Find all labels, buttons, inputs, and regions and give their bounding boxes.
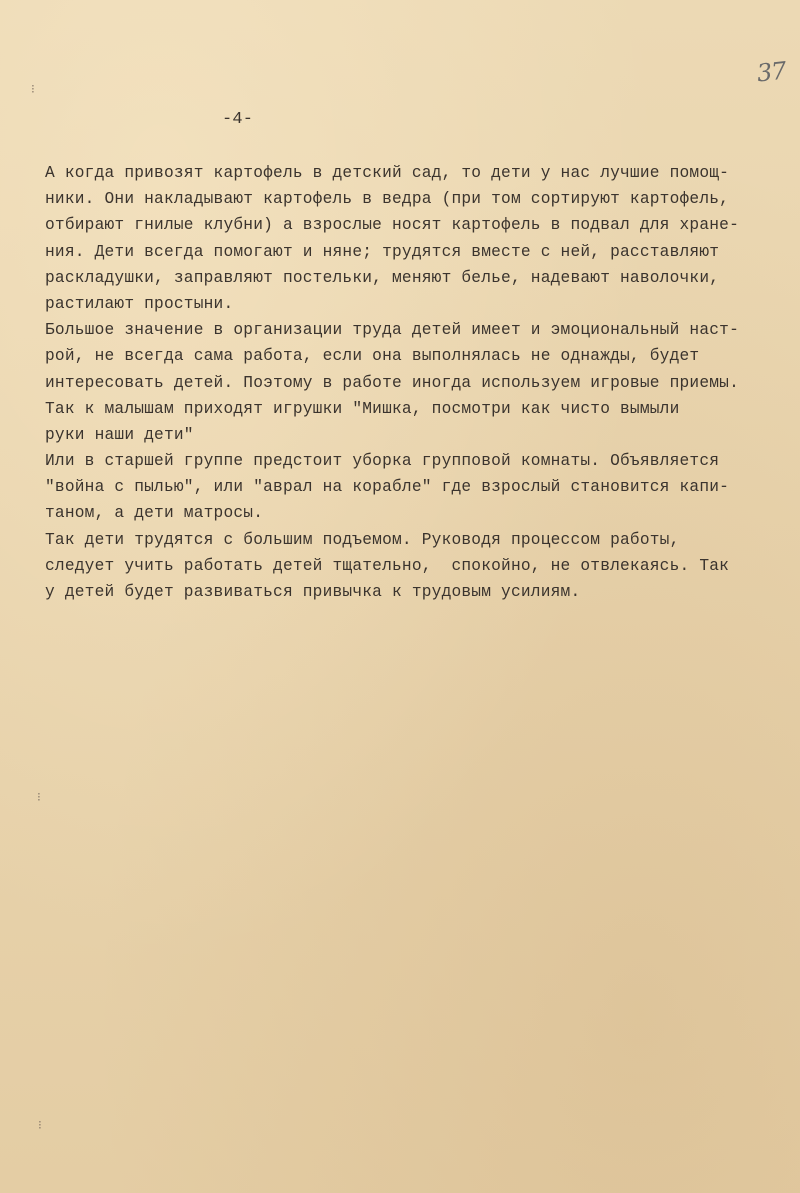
text-line: А когда привозят картофель в детский сад, то дети у нас лучшие помощ- [45,164,730,182]
text-line: раскладушки, заправляют постельки, меняют белье, надевают наволочки, [45,268,720,287]
text-line: отбирают гнилые клубни) а взрослые носят картофель в подвал для хране- [45,216,739,235]
margin-mark-top: ⁝ [31,82,35,96]
text-line: следует учить работать детей тщательно, спокойно, не отвлекаясь. Так [45,556,730,575]
text-line: "война с пылью", или "аврал на корабле" где взрослый становится капи- [45,478,730,497]
margin-mark-middle: ⁝ [37,790,41,804]
text-line: Или в старшей группе предстоит уборка групповой комнаты. Объявляется [45,452,720,471]
text-line: таном, а дети матросы. [45,504,264,523]
text-line: рой, не всегда сама работа, если она выполнялась не однажды, будет [45,347,700,366]
text-line: Большое значение в организации труда детей имеет и эмоциональный наст- [45,321,739,340]
text-line: Так дети трудятся с большим подъемом. Руководя процессом работы, [45,530,680,549]
text-line: у детей будет развиваться привычка к трудовым усилиям. [45,583,581,601]
text-line: руки наши дети" [45,425,194,444]
folio-number: 37 [755,56,787,88]
margin-mark-bottom: ⁝ [38,1118,42,1132]
page-number: -4- [222,110,254,129]
text-line: интересовать детей. Поэтому в работе иногда используем игровые приемы. [45,373,739,392]
text-line: Так к малышам приходят игрушки "Мишка, посмотри как чисто вымыли [45,399,680,418]
text-line: ники. Они накладывают картофель в ведра (при том сортируют картофель, [45,190,730,209]
typed-body-text [45,160,795,605]
text-line: ния. Дети всегда помогают и няне; трудятся вместе с ней, расставляют [45,242,720,261]
text-line: растилают простыни. [45,294,234,313]
